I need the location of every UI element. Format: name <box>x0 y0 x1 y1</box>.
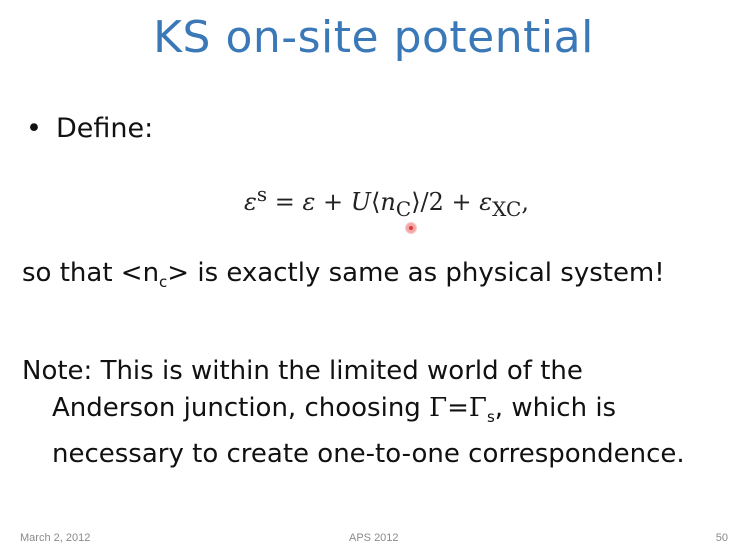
note-line2-pre: Anderson junction, choosing <box>52 393 430 423</box>
laser-pointer-dot <box>406 223 416 233</box>
note-paragraph <box>22 353 732 473</box>
eq-exc: ε <box>479 188 493 216</box>
note-line2 <box>22 390 732 436</box>
eq-equals: = <box>267 188 303 216</box>
eq-n: n <box>380 188 396 216</box>
eq-n-sub: C <box>395 196 412 221</box>
eq-plus1: + <box>315 188 351 216</box>
sentence-pre: so that <n <box>22 258 160 288</box>
bullet-define <box>26 113 153 144</box>
eq-exc-sub: XC <box>492 196 522 221</box>
note-line1: Note: This is within the limited world of the <box>22 356 583 386</box>
eq-end: , <box>521 188 530 216</box>
note-line3: necessary to create one-to-one correspondence. <box>52 439 685 470</box>
eq-plus2: + <box>443 188 480 216</box>
note-gamma2: Γ <box>468 393 487 423</box>
equation <box>244 182 529 221</box>
eq-term1: ε <box>302 188 316 216</box>
sentence-sub: c <box>159 273 168 292</box>
eq-lhs-var: ε <box>244 188 257 216</box>
eq-rangle: ⟩/2 <box>411 188 444 216</box>
footer-page-number: 50 <box>715 532 728 544</box>
note-eq-sign: = <box>447 393 469 423</box>
note-gamma2-sub: s <box>486 408 495 427</box>
eq-langle: ⟨ <box>371 188 381 216</box>
note-gamma1: Γ <box>429 393 448 423</box>
sentence-line <box>22 258 665 291</box>
eq-lhs-sup: s <box>256 182 268 206</box>
footer-center: APS 2012 <box>349 532 399 544</box>
note-line2-post: , which is <box>494 393 617 423</box>
bullet-dot: • <box>26 113 42 144</box>
footer-date: March 2, 2012 <box>20 532 91 544</box>
eq-U: U <box>350 188 372 216</box>
sentence-post: > is exactly same as physical system! <box>167 258 665 288</box>
bullet-label: Define: <box>55 113 154 144</box>
slide-title: KS on-site potential <box>153 12 594 63</box>
